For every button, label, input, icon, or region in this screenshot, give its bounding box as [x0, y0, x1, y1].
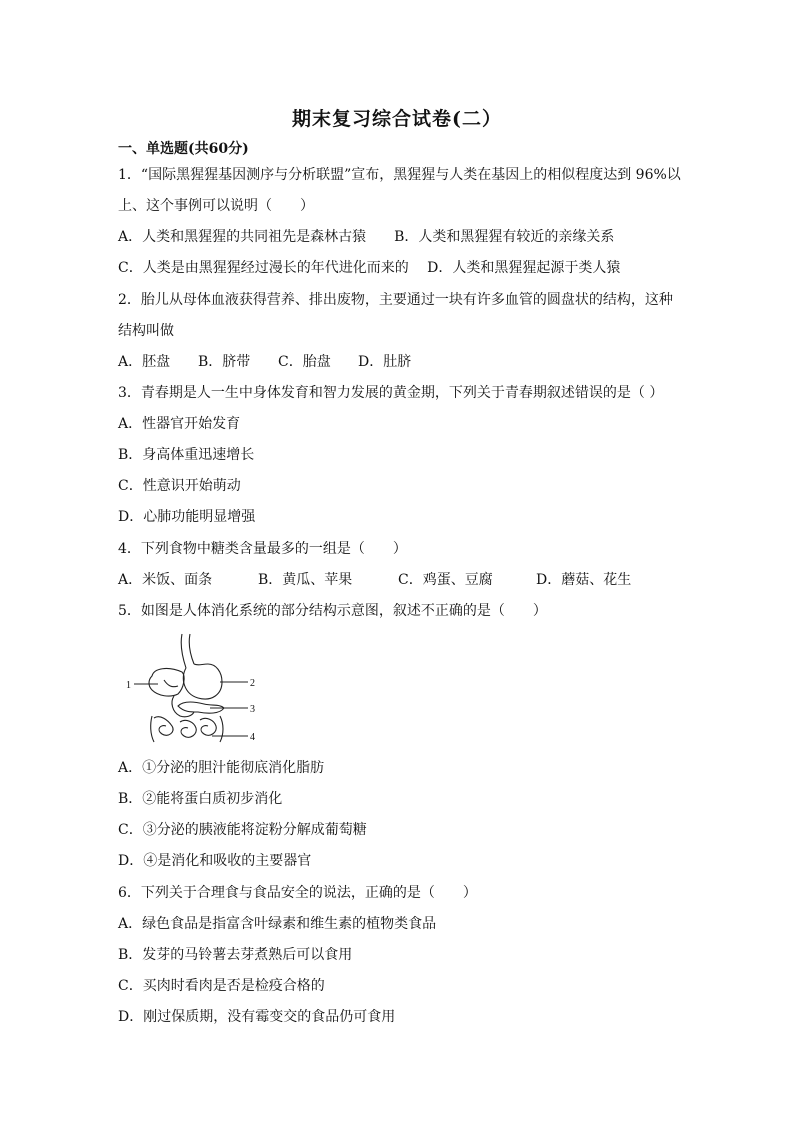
q6-stem: 6．下列关于合理食与食品安全的说法，正确的是（ ）	[118, 885, 477, 901]
q1-stem-line2: 上、这个事例可以说明（ ）	[118, 198, 314, 214]
q2-option-b: B．脐带	[198, 354, 251, 370]
q2-option-a: A．胚盘	[118, 354, 171, 370]
q3-option-a: A．性器官开始发育	[118, 416, 241, 432]
q4-option-a: A．米饭、面条	[118, 572, 213, 588]
digestive-system-diagram	[124, 632, 264, 744]
diagram-label-4: 4	[250, 732, 255, 743]
q2-stem-line2: 结构叫做	[118, 323, 174, 339]
q1-options-cd: C．人类是由黑猩猩经过漫长的年代进化而来的 D．人类和黑猩猩起源于类人猿	[118, 260, 621, 276]
section-heading: 一、单选题(共60分)	[118, 141, 249, 157]
q6-option-c: C．买肉时看肉是否是检疫合格的	[118, 978, 325, 994]
diagram-label-3: 3	[250, 704, 255, 715]
q4-options	[118, 571, 631, 589]
q5-stem: 5．如图是人体消化系统的部分结构示意图，叙述不正确的是（ ）	[118, 603, 547, 619]
q1-options-ab: A．人类和黑猩猩的共同祖先是森林古猿 B．人类和黑猩猩有较近的亲缘关系	[118, 229, 615, 245]
q4-option-b: B．黄瓜、苹果	[258, 572, 353, 588]
q6-option-b: B．发芽的马铃薯去芽煮熟后可以食用	[118, 947, 353, 963]
q6-option-d: D．刚过保质期，没有霉变交的食品仍可食用	[118, 1009, 396, 1025]
q4-option-c: C．鸡蛋、豆腐	[398, 572, 493, 588]
q5-option-b: B．②能将蛋白质初步消化	[118, 791, 283, 807]
q3-option-d: D．心肺功能明显增强	[118, 509, 256, 525]
q2-stem-line1: 2．胎儿从母体血液获得营养、排出废物，主要通过一块有许多血管的圆盘状的结构，这种	[118, 292, 673, 308]
q4-option-d: D．蘑菇、花生	[536, 572, 632, 588]
q6-option-a: A．绿色食品是指富含叶绿素和维生素的植物类食品	[118, 916, 437, 932]
q2-options	[118, 353, 411, 371]
q2-option-c: C．胎盘	[278, 354, 331, 370]
exam-title: 期末复习综合试卷(二）	[292, 108, 502, 130]
q3-option-b: B．身高体重迅速增长	[118, 447, 255, 463]
diagram-label-2: 2	[250, 678, 255, 689]
q1-stem-line1: 1．“国际黑猩猩基因测序与分析联盟”宣布，黑猩猩与人类在基因上的相似程度达到 96%以	[118, 167, 681, 183]
q5-option-d: D．④是消化和吸收的主要器官	[118, 853, 312, 869]
q3-stem: 3．青春期是人一生中身体发育和智力发展的黄金期，下列关于青春期叙述错误的是（ ）	[118, 385, 664, 401]
q5-option-c: C．③分泌的胰液能将淀粉分解成葡萄糖	[118, 822, 367, 838]
q2-option-d: D．肚脐	[358, 354, 412, 370]
diagram-label-1: 1	[126, 680, 131, 691]
q3-option-c: C．性意识开始萌动	[118, 478, 241, 494]
q4-stem: 4．下列食物中糖类含量最多的一组是（ ）	[118, 541, 407, 557]
q5-option-a: A．①分泌的胆汁能彻底消化脂肪	[118, 760, 325, 776]
